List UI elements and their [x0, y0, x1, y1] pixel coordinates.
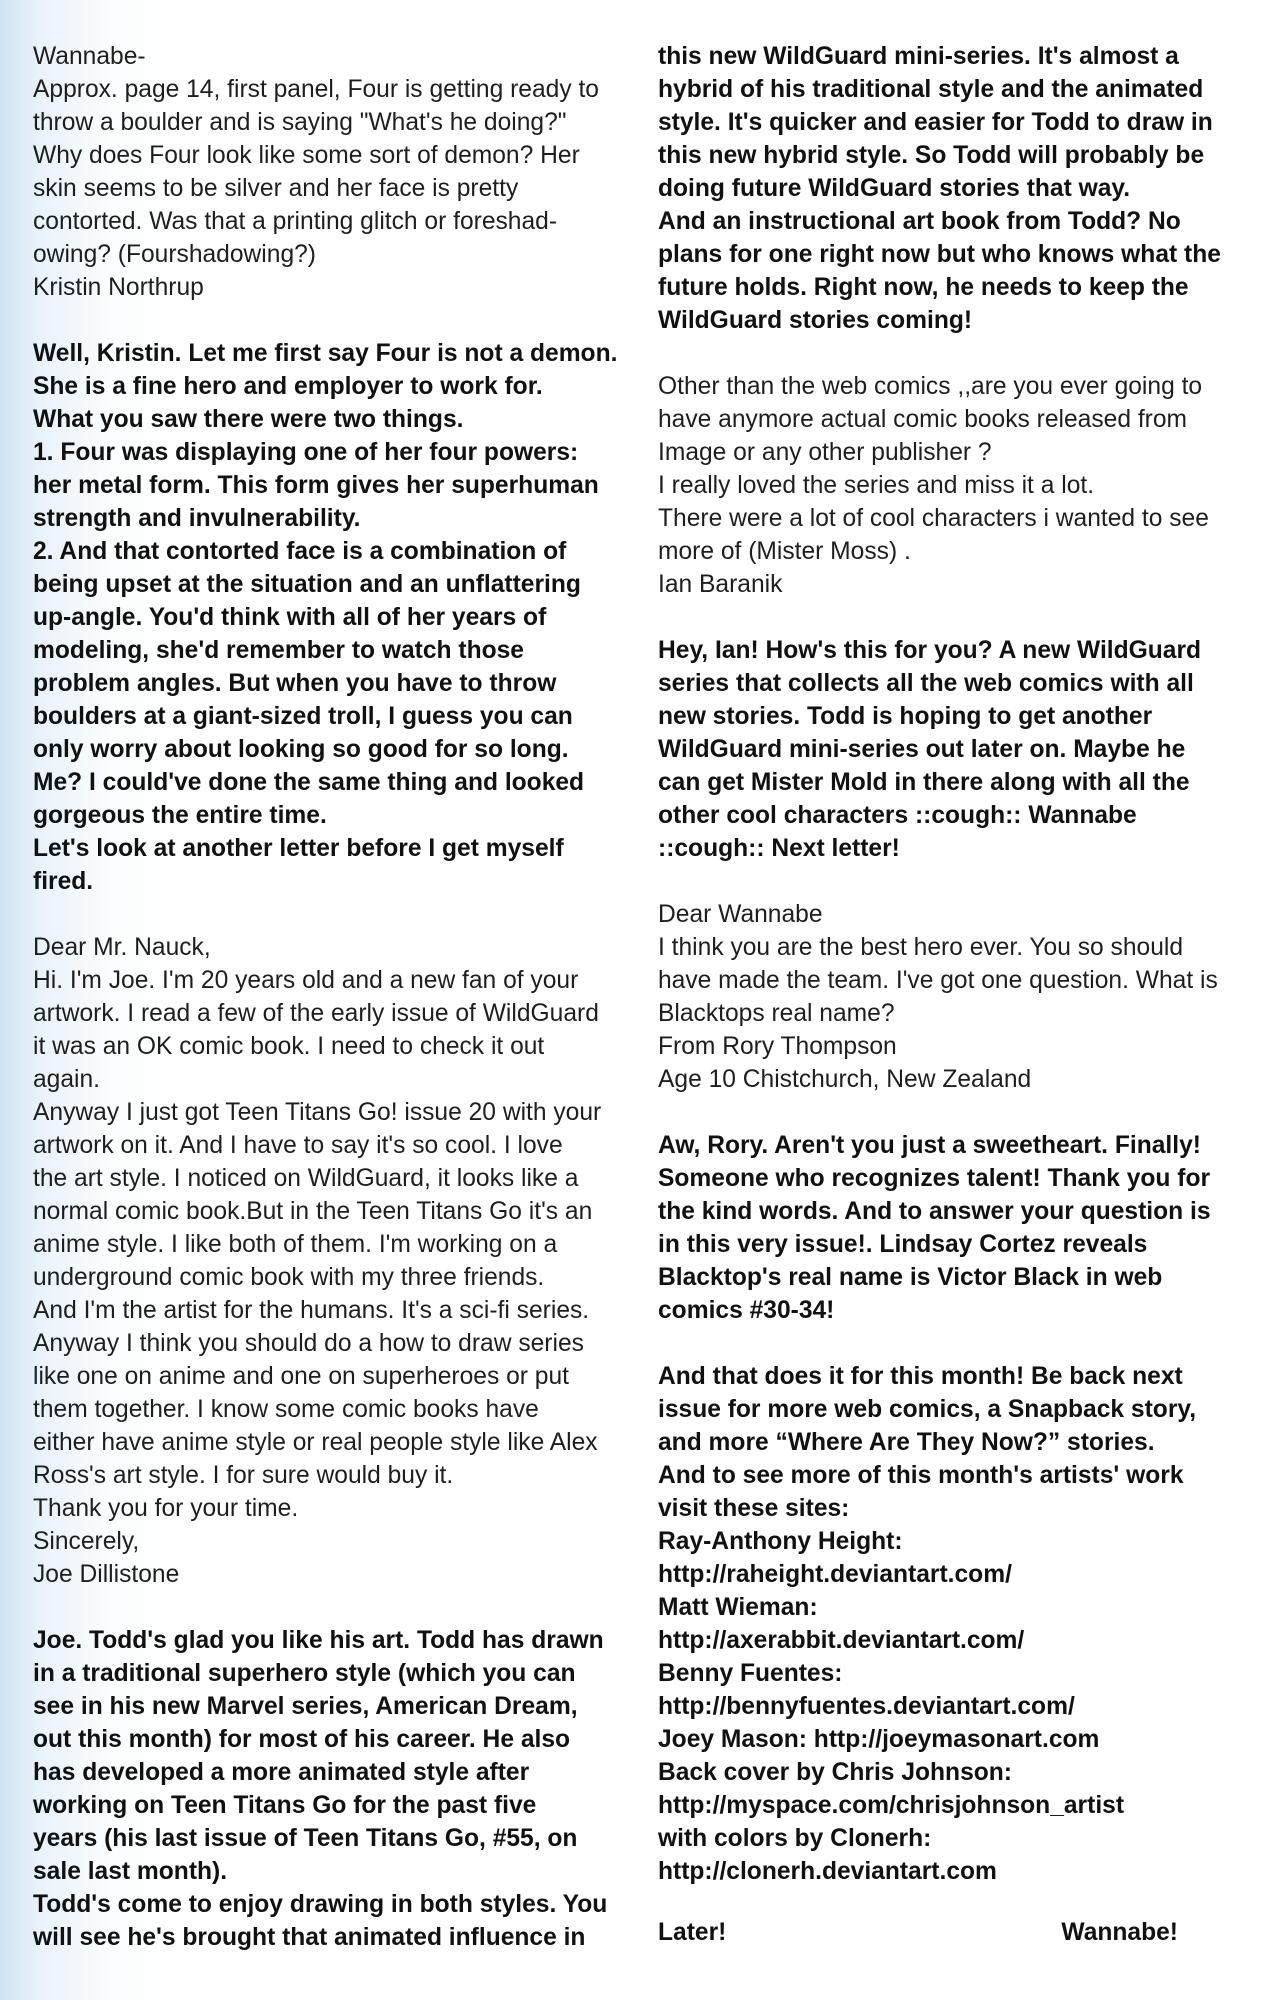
text-line: again.	[33, 1066, 101, 1093]
text-line: sale last month).	[33, 1858, 228, 1885]
text-line: ::cough:: Next letter!	[658, 835, 900, 862]
reader-letter	[658, 898, 1258, 1096]
text-line: Joey Mason: http://joeymasonart.com	[658, 1726, 1100, 1753]
paragraph-gap	[33, 898, 633, 931]
wannabe-reply	[658, 634, 1258, 865]
text-line: Ross's art style. I for sure would buy it.	[33, 1462, 454, 1489]
text-line: artwork. I read a few of the early issue of WildGuard	[33, 1000, 599, 1027]
text-line: Thank you for your time.	[33, 1495, 299, 1522]
wannabe-reply	[33, 1624, 633, 1954]
text-line: will see he's brought that animated influence in	[33, 1924, 586, 1951]
text-line: see in his new Marvel series, American Dream,	[33, 1693, 578, 1720]
text-line: the kind words. And to answer your question is	[658, 1198, 1211, 1225]
paragraph-gap	[658, 1096, 1258, 1129]
text-line: boulders at a giant-sized troll, I guess you can	[33, 703, 573, 730]
text-line: owing? (Fourshadowing?)	[33, 241, 316, 268]
text-line: new stories. Todd is hoping to get another	[658, 703, 1153, 730]
text-line: Anyway I just got Teen Titans Go! issue 20 with your	[33, 1099, 602, 1126]
text-line: with colors by Clonerh:	[658, 1825, 932, 1852]
text-line: Aw, Rory. Aren't you just a sweetheart. Finally!	[658, 1132, 1201, 1159]
text-line: gorgeous the entire time.	[33, 802, 327, 829]
text-line: comics #30-34!	[658, 1297, 835, 1324]
text-line: Let's look at another letter before I get myself	[33, 835, 564, 862]
wannabe-reply	[658, 1360, 1258, 1888]
paragraph-gap	[658, 865, 1258, 898]
text-line: Back cover by Chris Johnson:	[658, 1759, 1012, 1786]
text-line: this new hybrid style. So Todd will probably be	[658, 142, 1205, 169]
text-line: have anymore actual comic books released from	[658, 406, 1188, 433]
text-line: future holds. Right now, he needs to keep the	[658, 274, 1189, 301]
text-line: Anyway I think you should do a how to draw series	[33, 1330, 584, 1357]
text-line: http://myspace.com/chrisjohnson_artist	[658, 1792, 1125, 1819]
text-line: I think you are the best hero ever. You so should	[658, 934, 1184, 961]
text-line: in this very issue!. Lindsay Cortez reveals	[658, 1231, 1148, 1258]
text-line: problem angles. But when you have to throw	[33, 670, 557, 697]
text-line: has developed a more animated style after	[33, 1759, 530, 1786]
text-line: up-angle. You'd think with all of her years of	[33, 604, 547, 631]
left-column	[33, 40, 633, 1954]
text-line: style. It's quicker and easier for Todd to draw in	[658, 109, 1213, 136]
wannabe-reply	[33, 337, 633, 898]
text-line: Other than the web comics ,,are you ever going to	[658, 373, 1203, 400]
text-line: the art style. I noticed on WildGuard, it looks like a	[33, 1165, 579, 1192]
text-line: 2. And that contorted face is a combination of	[33, 538, 567, 565]
text-line: like one on anime and one on superheroes or put	[33, 1363, 569, 1390]
paragraph-gap	[33, 304, 633, 337]
text-line: And that does it for this month! Be back next	[658, 1363, 1183, 1390]
text-line: From Rory Thompson	[658, 1033, 897, 1060]
text-line: I really loved the series and miss it a lot.	[658, 472, 1095, 499]
text-line: this new WildGuard mini-series. It's almost a	[658, 43, 1179, 70]
text-line: Image or any other publisher ?	[658, 439, 992, 466]
text-line: Hey, Ian! How's this for you? A new WildGuard	[658, 637, 1202, 664]
paragraph-gap	[33, 1591, 633, 1624]
text-line: Age 10 Chistchurch, New Zealand	[658, 1066, 1032, 1093]
text-line: Todd's come to enjoy drawing in both styles. You	[33, 1891, 608, 1918]
text-line: WildGuard stories coming!	[658, 307, 973, 334]
wannabe-reply	[658, 1129, 1258, 1327]
text-line: series that collects all the web comics with all	[658, 670, 1194, 697]
text-line: And to see more of this month's artists' work	[658, 1462, 1184, 1489]
text-line: modeling, she'd remember to watch those	[33, 637, 524, 664]
text-line: Sincerely,	[33, 1528, 140, 1555]
text-line: issue for more web comics, a Snapback story,	[658, 1396, 1197, 1423]
text-line: plans for one right now but who knows what the	[658, 241, 1221, 268]
paragraph-gap	[658, 1327, 1258, 1360]
text-line: Why does Four look like some sort of demon? Her	[33, 142, 580, 169]
text-line: http://axerabbit.deviantart.com/	[658, 1627, 1025, 1654]
text-line: Me? I could've done the same thing and looked	[33, 769, 585, 796]
text-line: Joe. Todd's glad you like his art. Todd has drawn	[33, 1627, 604, 1654]
text-line: working on Teen Titans Go for the past five	[33, 1792, 537, 1819]
text-line: throw a boulder and is saying "What's he doing?"	[33, 109, 567, 136]
text-line: What you saw there were two things.	[33, 406, 464, 433]
text-line: Well, Kristin. Let me first say Four is not a demon.	[33, 340, 618, 367]
text-line: Hi. I'm Joe. I'm 20 years old and a new fan of your	[33, 967, 579, 994]
text-line: And an instructional art book from Todd? No	[658, 208, 1181, 235]
text-line: fired.	[33, 868, 94, 895]
text-line: can get Mister Mold in there along with all the	[658, 769, 1190, 796]
paragraph-gap	[658, 601, 1258, 634]
right-column	[658, 40, 1258, 1888]
text-line: http://raheight.deviantart.com/	[658, 1561, 1012, 1588]
reader-letter	[33, 40, 633, 304]
text-line: There were a lot of cool characters i wanted to see	[658, 505, 1209, 532]
text-line: out this month) for most of his career. He also	[33, 1726, 571, 1753]
text-line: in a traditional superhero style (which you can	[33, 1660, 576, 1687]
text-line: and more “Where Are They Now?” stories.	[658, 1429, 1155, 1456]
sign-off-later: Later!	[658, 1919, 727, 1946]
text-line: Ray-Anthony Height:	[658, 1528, 903, 1555]
text-line: contorted. Was that a printing glitch or foreshad-	[33, 208, 558, 235]
text-line: more of (Mister Moss) .	[658, 538, 911, 565]
text-line: doing future WildGuard stories that way.	[658, 175, 1131, 202]
text-line: She is a fine hero and employer to work for.	[33, 373, 543, 400]
text-line: other cool characters ::cough:: Wannabe	[658, 802, 1137, 829]
text-line: have made the team. I've got one question. What is	[658, 967, 1218, 994]
text-line: Blacktop's real name is Victor Black in web	[658, 1264, 1163, 1291]
text-line: strength and invulnerability.	[33, 505, 361, 532]
sign-off-wannabe: Wannabe!	[1061, 1919, 1178, 1946]
text-line: Ian Baranik	[658, 571, 783, 598]
text-line: Joe Dillistone	[33, 1561, 180, 1588]
text-line: WildGuard mini-series out later on. Maybe he	[658, 736, 1186, 763]
text-line: Dear Wannabe	[658, 901, 823, 928]
text-line: http://clonerh.deviantart.com	[658, 1858, 997, 1885]
text-line: only worry about looking so good for so long.	[33, 736, 569, 763]
reader-letter	[33, 931, 633, 1591]
text-line: underground comic book with my three friends.	[33, 1264, 545, 1291]
text-line: Blacktops real name?	[658, 1000, 895, 1027]
text-line: being upset at the situation and an unflattering	[33, 571, 581, 598]
text-line: visit these sites:	[658, 1495, 850, 1522]
text-line: Kristin Northrup	[33, 274, 204, 301]
text-line: Wannabe-	[33, 43, 146, 70]
text-line: Dear Mr. Nauck,	[33, 934, 211, 961]
paragraph-gap	[658, 337, 1258, 370]
text-line: And I'm the artist for the humans. It's a sci-fi series.	[33, 1297, 590, 1324]
text-line: 1. Four was displaying one of her four powers:	[33, 439, 579, 466]
text-line: either have anime style or real people style like Alex	[33, 1429, 598, 1456]
text-line: artwork on it. And I have to say it's so cool. I love	[33, 1132, 563, 1159]
text-line: Someone who recognizes talent! Thank you for	[658, 1165, 1211, 1192]
text-line: Benny Fuentes:	[658, 1660, 843, 1687]
text-line: normal comic book.But in the Teen Titans Go it's an	[33, 1198, 593, 1225]
text-line: skin seems to be silver and her face is pretty	[33, 175, 519, 202]
text-line: Approx. page 14, first panel, Four is getting ready to	[33, 76, 599, 103]
text-line: years (his last issue of Teen Titans Go, #55, on	[33, 1825, 578, 1852]
text-line: her metal form. This form gives her superhuman	[33, 472, 599, 499]
sign-off	[658, 1916, 1178, 1949]
wannabe-reply	[658, 40, 1258, 337]
text-line: Matt Wieman:	[658, 1594, 818, 1621]
reader-letter	[658, 370, 1258, 601]
text-line: hybrid of his traditional style and the animated	[658, 76, 1204, 103]
text-line: it was an OK comic book. I need to check it out	[33, 1033, 545, 1060]
text-line: anime style. I like both of them. I'm working on a	[33, 1231, 558, 1258]
text-line: http://bennyfuentes.deviantart.com/	[658, 1693, 1075, 1720]
text-line: them together. I know some comic books have	[33, 1396, 539, 1423]
